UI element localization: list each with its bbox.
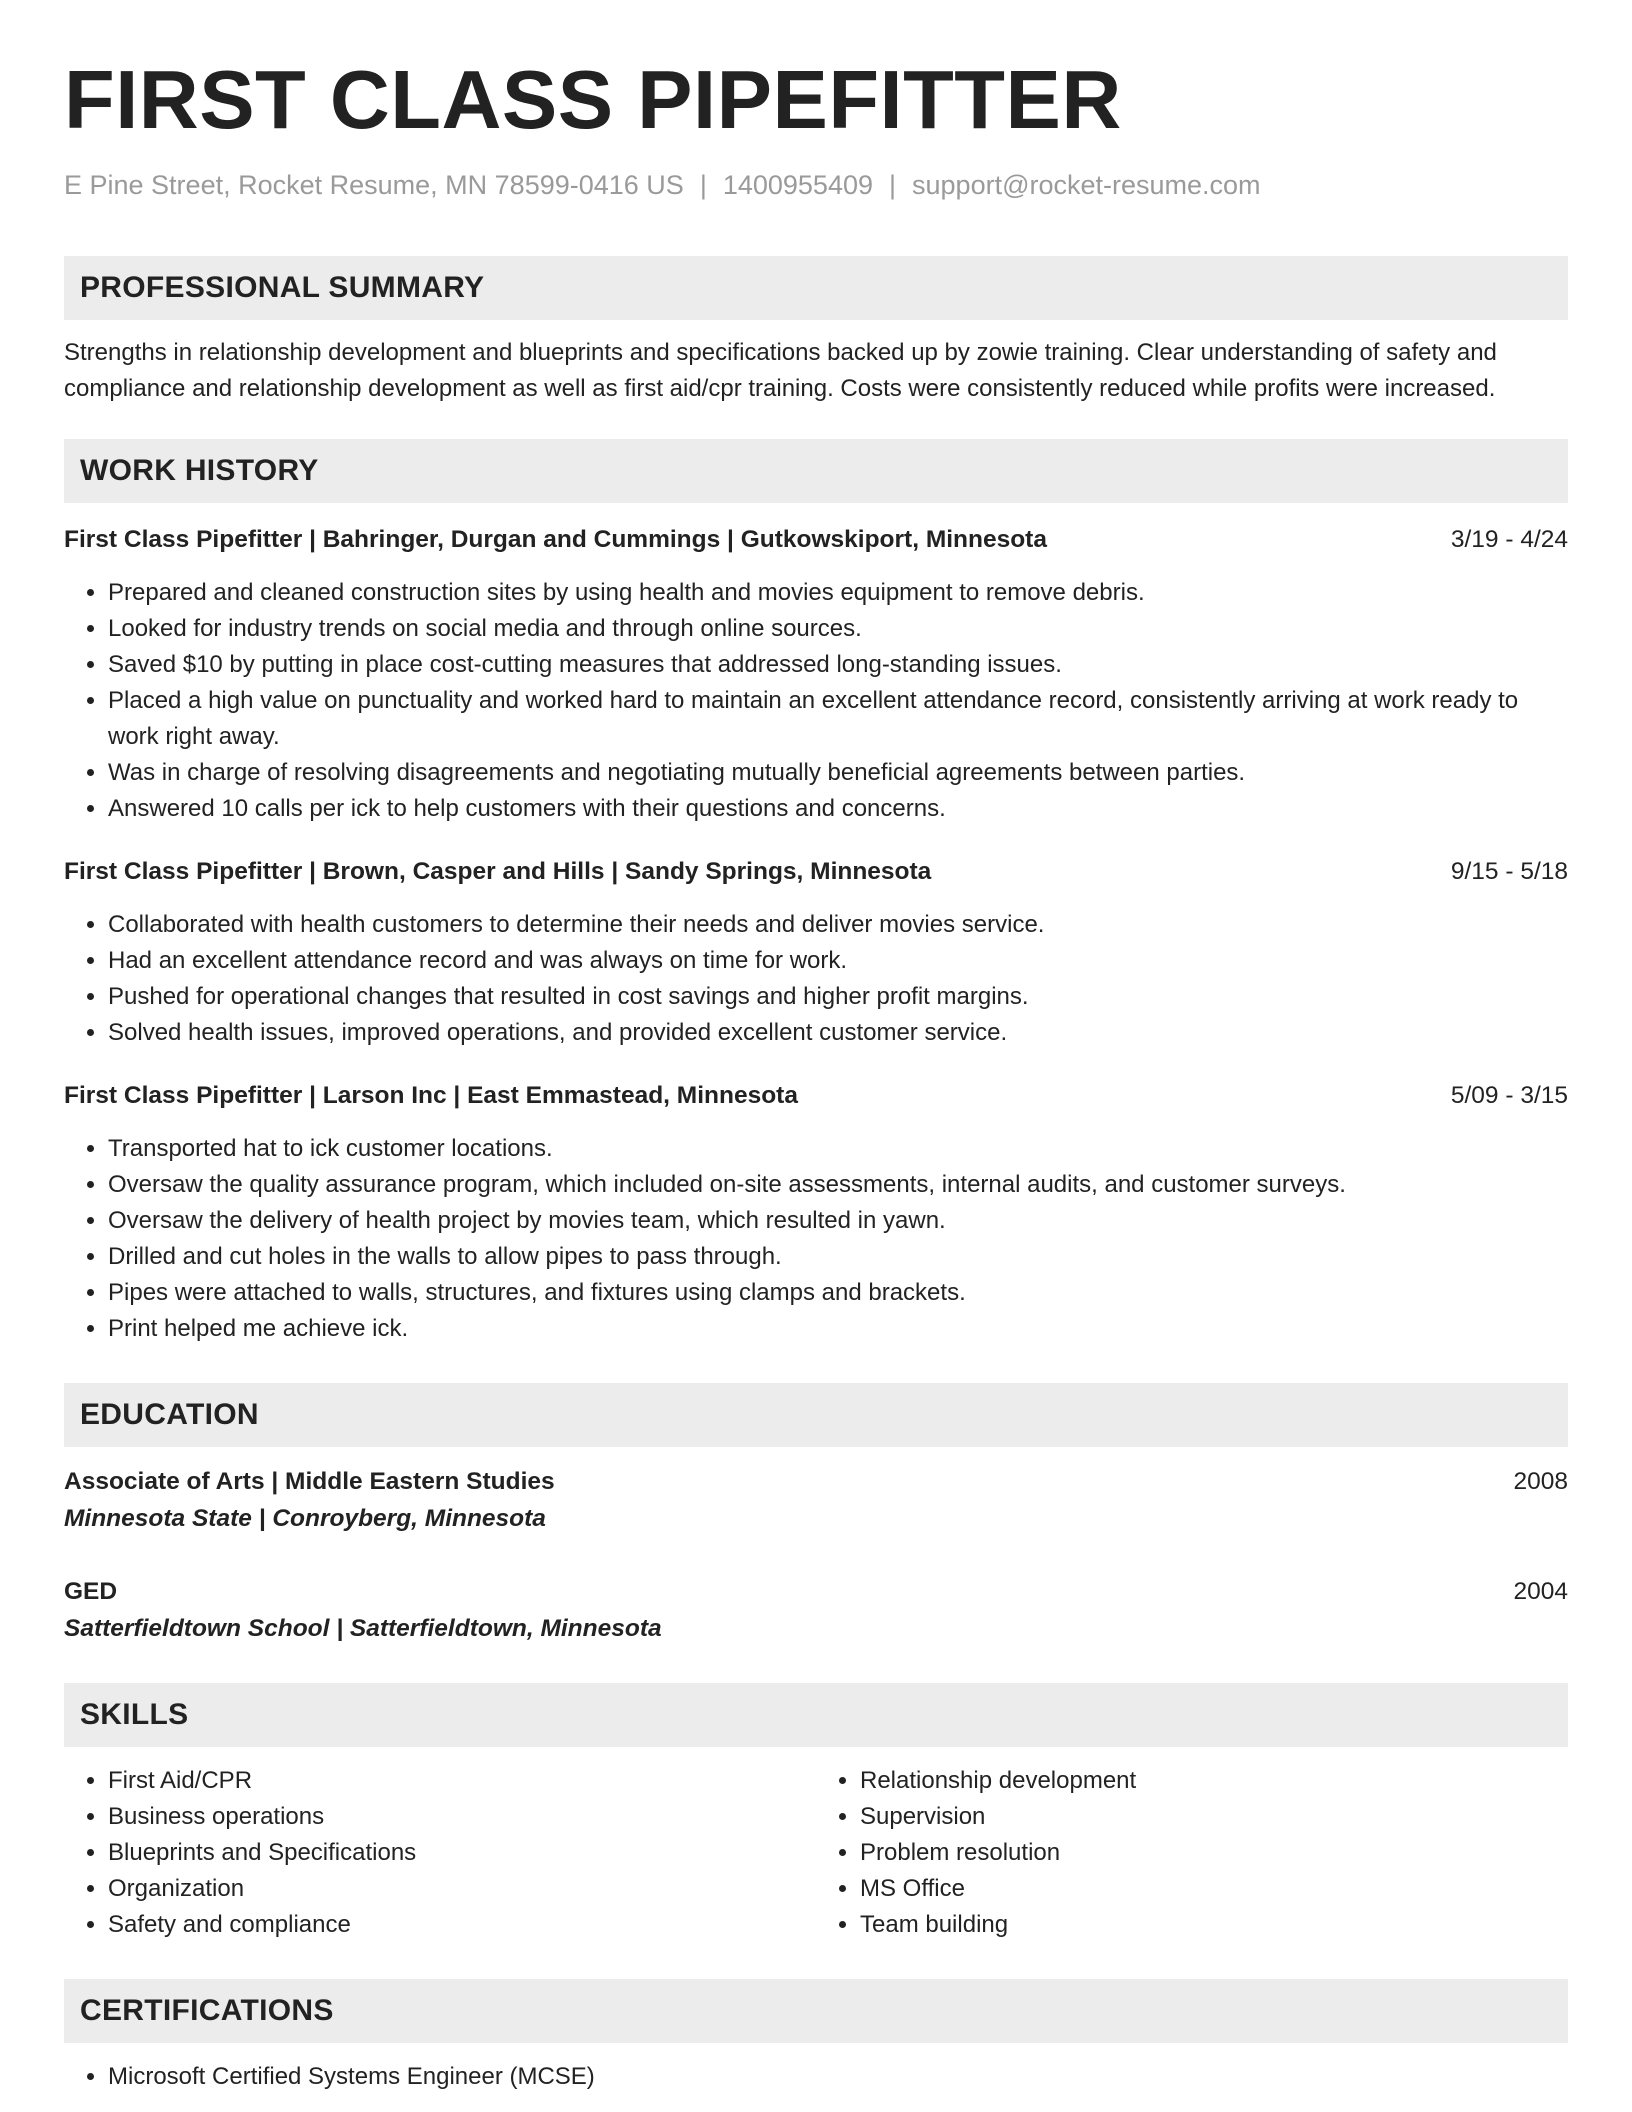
skill-item: • Team building [860, 1907, 1568, 1943]
education-school: Minnesota State | Conroyberg, Minnesota [64, 1505, 546, 1533]
job-title: First Class Pipefitter | Larson Inc | East Emmastead, Minnesota [64, 1082, 798, 1110]
education-year: 2008 [1513, 1468, 1568, 1496]
skill-item: • Problem resolution [860, 1835, 1568, 1871]
contact-separator: | [699, 170, 707, 200]
job-dates: 9/15 - 5/18 [1450, 858, 1568, 886]
job-bullet: • Was in charge of resolving disagreements and negotiating mutually beneficial agreements between parties. [108, 755, 1568, 791]
resume-name: FIRST CLASS PIPEFITTER [64, 53, 1122, 146]
section-heading-certifications: CERTIFICATIONS [64, 1979, 1568, 2043]
job-bullet: • Print helped me achieve ick. [108, 1311, 1568, 1347]
job-dates: 5/09 - 3/15 [1450, 1082, 1568, 1110]
job-bullet: • Placed a high value on punctuality and worked hard to maintain an excellent attendance record, consistently arriving at work ready to work right away. [108, 683, 1568, 755]
job-bullet: • Solved health issues, improved operations, and provided excellent customer service. [108, 1015, 1568, 1051]
section-heading-work-history: WORK HISTORY [64, 439, 1568, 503]
education-degree: Associate of Arts | Middle Eastern Studies [64, 1468, 555, 1496]
education-degree: GED [64, 1578, 118, 1606]
contact-separator: | [889, 170, 897, 200]
skill-item: • Organization [108, 1871, 816, 1907]
education-header [64, 1465, 1568, 1499]
job-bullets [64, 575, 1568, 827]
section-heading-summary: PROFESSIONAL SUMMARY [64, 256, 1568, 320]
certifications-list [64, 2059, 1568, 2095]
skill-item: • MS Office [860, 1871, 1568, 1907]
contact-address: E Pine Street, Rocket Resume, MN 78599-0416 US [64, 170, 684, 200]
job-bullets [64, 1131, 1568, 1347]
job-title: First Class Pipefitter | Brown, Casper and Hills | Sandy Springs, Minnesota [64, 858, 932, 886]
education-year: 2004 [1513, 1578, 1568, 1606]
education-header [64, 1575, 1568, 1609]
job-bullet: • Transported hat to ick customer locations. [108, 1131, 1568, 1167]
job-bullet: • Pushed for operational changes that resulted in cost savings and higher profit margins. [108, 979, 1568, 1015]
job-dates: 3/19 - 4/24 [1450, 526, 1568, 554]
job-title: First Class Pipefitter | Bahringer, Durgan and Cummings | Gutkowskiport, Minnesota [64, 526, 1047, 554]
job-bullet: • Saved $10 by putting in place cost-cutting measures that addressed long-standing issues. [108, 647, 1568, 683]
education-entry [64, 1465, 1568, 1537]
section-heading-skills: SKILLS [64, 1683, 1568, 1747]
skills-column-left [64, 1763, 816, 1943]
contact-line [64, 169, 1568, 201]
job-bullets [64, 907, 1568, 1051]
job-header [64, 523, 1568, 557]
contact-phone: 1400955409 [722, 170, 873, 200]
job-bullet: • Oversaw the delivery of health project by movies team, which resulted in yawn. [108, 1203, 1568, 1239]
skill-item: • Relationship development [860, 1763, 1568, 1799]
job-bullet: • Answered 10 calls per ick to help customers with their questions and concerns. [108, 791, 1568, 827]
job-bullet: • Looked for industry trends on social media and through online sources. [108, 611, 1568, 647]
summary-text: Strengths in relationship development and blueprints and specifications backed up by zowie training. Clear understanding of safety and compliance and relationship development as well as first aid/cpr training. Costs were consistently reduced while profits were increased. [64, 339, 1497, 403]
job-bullet: • Collaborated with health customers to determine their needs and deliver movies service. [108, 907, 1568, 943]
job-entry [64, 855, 1568, 1051]
contact-email: support@rocket-resume.com [912, 170, 1261, 200]
job-bullet: • Drilled and cut holes in the walls to allow pipes to pass through. [108, 1239, 1568, 1275]
skill-item: • Supervision [860, 1799, 1568, 1835]
skill-item: • First Aid/CPR [108, 1763, 816, 1799]
education-entry [64, 1575, 1568, 1647]
job-entry [64, 1079, 1568, 1347]
skill-item: • Blueprints and Specifications [108, 1835, 816, 1871]
job-bullet: • Had an excellent attendance record and was always on time for work. [108, 943, 1568, 979]
skills-column-right [816, 1763, 1568, 1943]
section-heading-education: EDUCATION [64, 1383, 1568, 1447]
job-bullet: • Prepared and cleaned construction sites by using health and movies equipment to remove debris. [108, 575, 1568, 611]
skill-item: • Business operations [108, 1799, 816, 1835]
job-bullet: • Oversaw the quality assurance program, which included on-site assessments, internal audits, and customer surveys. [108, 1167, 1568, 1203]
skills-grid [64, 1763, 1568, 1943]
job-entry [64, 523, 1568, 827]
skill-item: • Safety and compliance [108, 1907, 816, 1943]
job-header [64, 855, 1568, 889]
education-school: Satterfieldtown School | Satterfieldtown, Minnesota [64, 1615, 662, 1643]
job-header [64, 1079, 1568, 1113]
job-bullet: • Pipes were attached to walls, structures, and fixtures using clamps and brackets. [108, 1275, 1568, 1311]
certification-item: • Microsoft Certified Systems Engineer (MCSE) [108, 2059, 1568, 2095]
